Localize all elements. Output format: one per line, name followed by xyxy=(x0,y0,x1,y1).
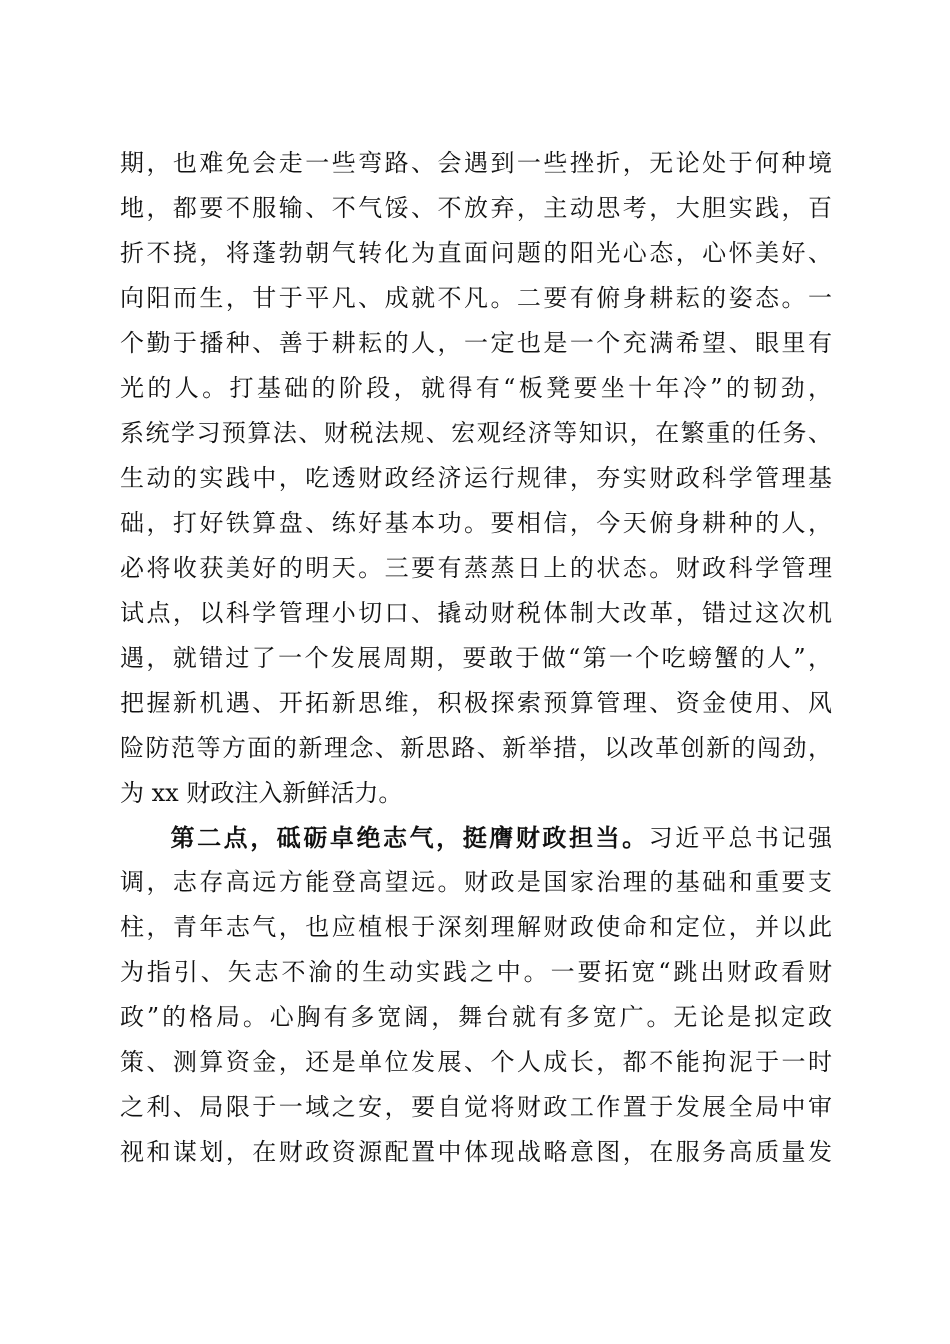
text-line: 必将收获美好的明天。三要有蒸蒸日上的状态。财政科学管理 xyxy=(120,554,832,582)
text-line: 险防范等方面的新理念、新思路、新举措，以改革创新的闯劲， xyxy=(120,734,832,762)
text-line: 础，打好铁算盘、练好基本功。要相信，今天俯身耕种的人， xyxy=(120,509,832,537)
text-line: 个勤于播种、善于耕耘的人，一定也是一个充满希望、眼里有 xyxy=(120,329,832,357)
text-run: 习近平总书记强 xyxy=(648,824,832,852)
text-line: 系统学习预算法、财税法规、宏观经济等知识，在繁重的任务、 xyxy=(120,419,832,447)
text-line: 地，都要不服输、不气馁、不放弃，主动思考，大胆实践，百 xyxy=(120,194,832,222)
text-line: 之利、局限于一域之安，要自觉将财政工作置于发展全局中审 xyxy=(120,1093,832,1121)
text-line: 为指引、矢志不渝的生动实践之中。一要拓宽“跳出财政看财 xyxy=(120,958,832,986)
text-line: 柱，青年志气，也应植根于深刻理解财政使命和定位，并以此 xyxy=(120,913,832,941)
text-line: 把握新机遇、开拓新思维，积极探索预算管理、资金使用、风 xyxy=(120,689,832,717)
section-heading: 第二点，砥砺卓绝志气，挺膺财政担当。 xyxy=(168,823,649,852)
text-line: 策、测算资金，还是单位发展、个人成长，都不能拘泥于一时 xyxy=(120,1048,832,1076)
text-line: 光的人。打基础的阶段，就得有“板凳要坐十年冷”的韧劲， xyxy=(120,374,832,402)
text-line: 遇，就错过了一个发展周期，要敢于做“第一个吃螃蟹的人”， xyxy=(120,644,832,672)
text-line: 试点，以科学管理小切口、撬动财税体制大改革，错过这次机 xyxy=(120,599,832,627)
text-line: 政”的格局。心胸有多宽阔，舞台就有多宽广。无论是拟定政 xyxy=(120,1003,832,1031)
paragraph-2-first-line xyxy=(120,815,832,860)
text-line: 调，志存高远方能登高望远。财政是国家治理的基础和重要支 xyxy=(120,868,832,896)
text-line: 向阳而生，甘于平凡、成就不凡。二要有俯身耕耘的姿态。一 xyxy=(120,284,832,312)
paragraph-2 xyxy=(120,815,832,1175)
text-line: 折不挠，将蓬勃朝气转化为直面问题的阳光心态，心怀美好、 xyxy=(120,239,832,267)
text-line: 为 xx 财政注入新鲜活力。 xyxy=(120,779,403,807)
text-line: 期，也难免会走一些弯路、会遇到一些挫折，无论处于何种境 xyxy=(120,149,832,177)
text-line: 生动的实践中，吃透财政经济运行规律，夯实财政科学管理基 xyxy=(120,464,832,492)
text-line: 视和谋划，在财政资源配置中体现战略意图，在服务高质量发 xyxy=(120,1138,832,1166)
paragraph-1 xyxy=(120,141,832,816)
